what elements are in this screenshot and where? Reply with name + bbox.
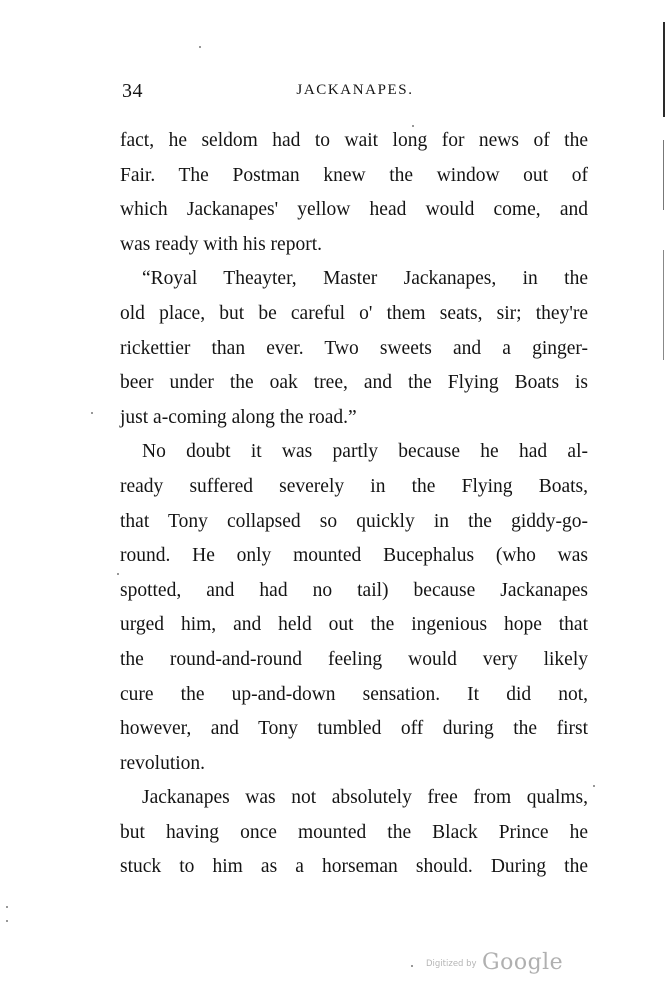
google-watermark: Google: [482, 950, 564, 975]
text-line: which Jackanapes' yellow head would come, and: [120, 199, 588, 221]
text-line: cure the up-and-down sensation. It did not,: [120, 683, 588, 705]
text-line: the round-and-round feeling would very likely: [120, 648, 588, 670]
text-line: was ready with his report.: [120, 233, 322, 255]
running-head: JACKANAPES.: [296, 82, 414, 98]
text-line: urged him, and held out the ingenious hope that: [120, 614, 588, 636]
page-header: [122, 80, 588, 108]
text-line: revolution.: [120, 752, 206, 774]
scan-speck: [6, 906, 8, 908]
text-line: spotted, and had no tail) because Jackanapes: [120, 579, 588, 601]
page-number: 34: [122, 80, 143, 102]
scan-speck: [199, 46, 201, 48]
text-line: however, and Tony tumbled off during the first: [120, 718, 588, 740]
body-text: [120, 124, 588, 885]
text-line: Fair. The Postman knew the window out of: [120, 164, 588, 186]
scan-speck: [412, 125, 414, 127]
text-line: stuck to him as a horseman should. During the: [120, 856, 588, 878]
digitization-watermark: [426, 950, 576, 980]
text-line: “Royal Theayter, Master Jackanapes, in the: [142, 268, 588, 290]
text-line: rickettier than ever. Two sweets and a ginger-: [120, 337, 588, 359]
text-line: but having once mounted the Black Prince he: [120, 821, 588, 843]
text-line: that Tony collapsed so quickly in the giddy-go-: [120, 510, 588, 532]
text-line: round. He only mounted Bucephalus (who was: [120, 545, 588, 567]
digitized-by-label: Digitized by: [426, 959, 477, 969]
text-line: fact, he seldom had to wait long for news of the: [120, 130, 588, 151]
text-line: old place, but be careful o' them seats, sir; they're: [120, 302, 588, 324]
text-line: Jackanapes was not absolutely free from qualms,: [142, 787, 588, 809]
scan-speck: [593, 785, 595, 787]
scan-speck: [91, 412, 93, 414]
scan-edge-mark: [663, 22, 665, 117]
scan-speck: [411, 965, 413, 967]
text-line: ready suffered severely in the Flying Boats,: [120, 475, 588, 497]
text-line: just a-coming along the road.”: [120, 406, 357, 428]
scan-speck: [6, 920, 8, 922]
text-line: beer under the oak tree, and the Flying Boats is: [120, 372, 588, 394]
scan-speck: [117, 573, 119, 575]
text-line: No doubt it was partly because he had al-: [142, 441, 588, 463]
scan-edge-mark: [663, 140, 664, 210]
scan-edge-mark: [663, 250, 664, 360]
